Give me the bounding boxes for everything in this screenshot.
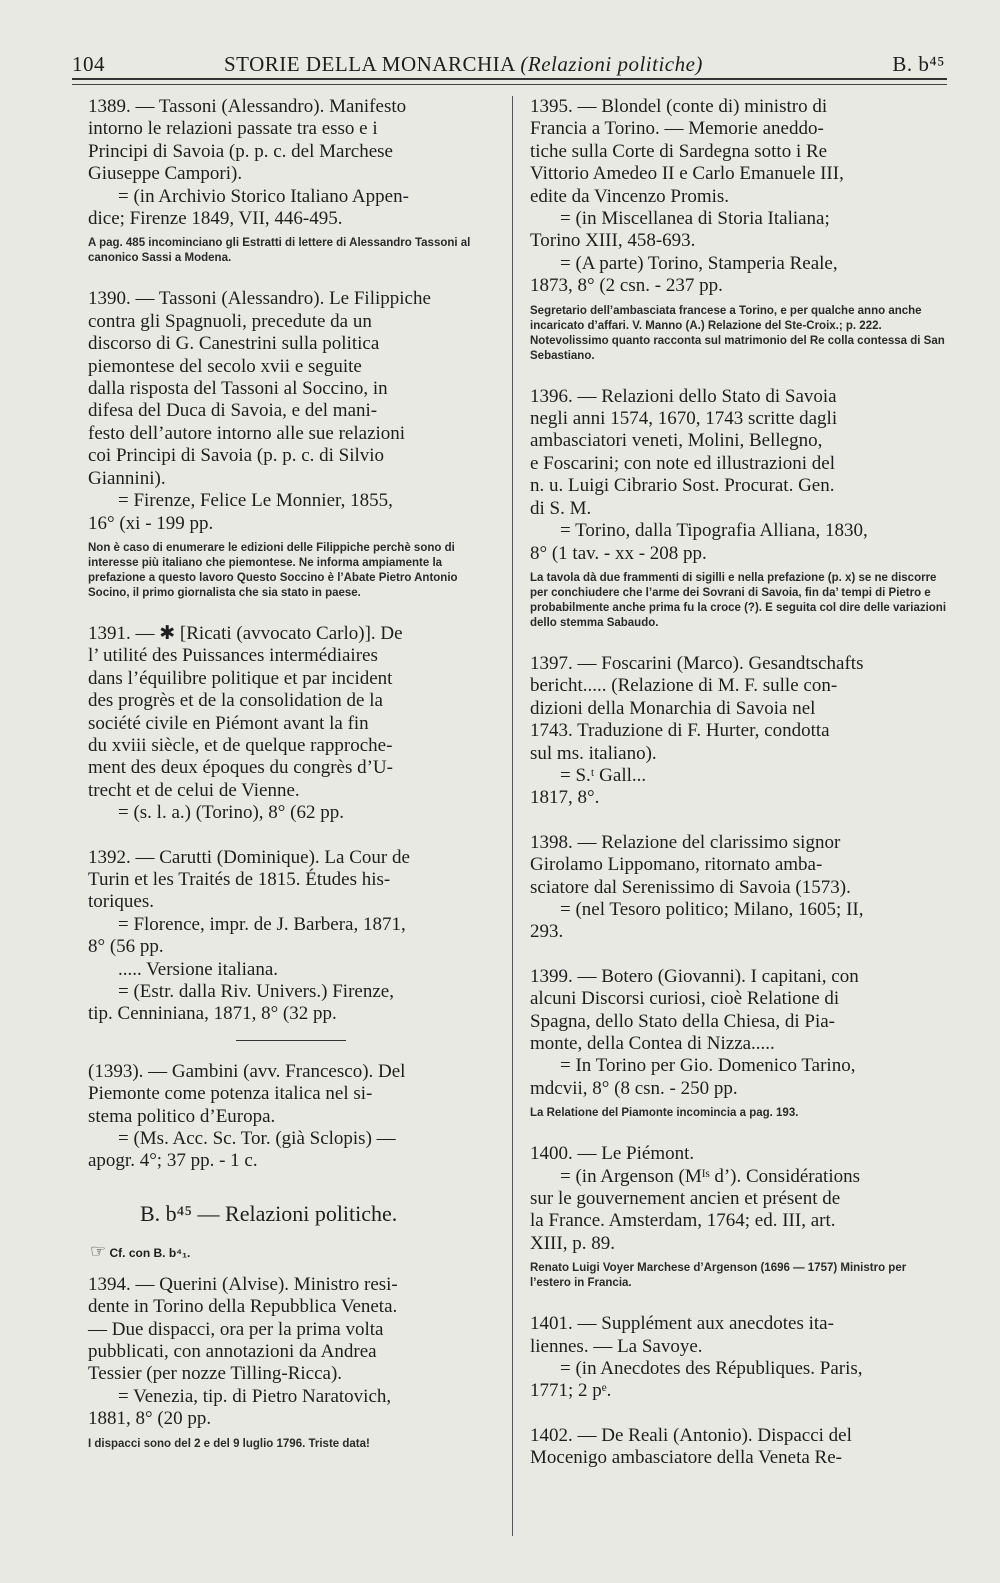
entry-line: stema politico d’Europa.	[88, 1105, 276, 1127]
entry-line: 8° (56 pp.	[88, 936, 164, 958]
running-title-sub: (Relazioni politiche)	[520, 52, 703, 76]
entry-line: mdcvii, 8° (8 csn. - 250 pp.	[530, 1077, 738, 1099]
entry-line: dans l’équilibre politique et par incident	[88, 667, 393, 689]
entry-line: 1771; 2 pᵉ.	[530, 1380, 612, 1402]
entry-line: des progrès et de la consolidation de la	[88, 690, 383, 712]
entry-1400	[530, 1143, 948, 1291]
entry-line: ment des deux époques du congrès d’U-	[88, 757, 393, 779]
entry-line: ambasciatori veneti, Molini, Bellegno,	[530, 430, 823, 452]
entry-line: = (in Anecdotes des Républiques. Paris,	[560, 1358, 863, 1380]
entry-line: n. u. Luigi Cibrario Sost. Procurat. Gen.	[530, 475, 835, 497]
header-rule-thin	[72, 84, 947, 85]
entry-line: = (s. l. a.) (Torino), 8° (62 pp.	[118, 802, 344, 824]
entry-line: ..... Versione italiana.	[118, 958, 279, 980]
entry-line: Vittorio Amedeo II e Carlo Emanuele III,	[530, 163, 844, 185]
entry-line: tiche sulla Corte di Sardegna sotto i Re	[530, 140, 828, 162]
entry-line: 1398. — Relazione del clarissimo signor	[530, 831, 841, 853]
entry-line: 1390. — Tassoni (Alessandro). Le Filippiche	[88, 288, 431, 310]
entry-line: 1881, 8° (20 pp.	[88, 1408, 212, 1430]
entry-1393	[88, 1061, 493, 1173]
entry-line: Torino XIII, 458-693.	[530, 230, 696, 252]
entry-1395	[530, 96, 948, 364]
entry-line: = Torino, dalla Tipografia Alliana, 1830,	[560, 520, 868, 542]
entry-line: l’ utilité des Puissances intermédiaires	[88, 645, 378, 667]
entry-line: 1402. — De Reali (Antonio). Dispacci del	[530, 1424, 852, 1446]
entry-line: 8° (1 tav. - xx - 208 pp.	[530, 542, 707, 564]
entry-line: = (in Argenson (Mᴵˢ d’). Considérations	[560, 1165, 861, 1187]
entry-line: sul ms. italiano).	[530, 742, 657, 764]
entry-line: 1392. — Carutti (Dominique). La Cour de	[88, 846, 410, 868]
entry-note: I dispacci sono del 2 e del 9 luglio 1796. Triste data!	[88, 1437, 370, 1450]
entry-line: tip. Cenniniana, 1871, 8° (32 pp.	[88, 1003, 337, 1025]
entry-line: Girolamo Lippomano, ritornato amba-	[530, 854, 823, 876]
entry-line: sur le gouvernement ancien et présent de	[530, 1188, 841, 1210]
entry-line: = Florence, impr. de J. Barbera, 1871,	[118, 913, 406, 935]
column-divider	[512, 96, 513, 1536]
entry-line: alcuni Discorsi curiosi, cioè Relatione di	[530, 988, 840, 1010]
entry-line: apogr. 4°; 37 pp. - 1 c.	[88, 1150, 258, 1172]
entry-line: festo dell’autore intorno alle sue relazioni	[88, 422, 406, 444]
entry-line: — Due dispacci, ora per la prima volta	[88, 1318, 384, 1340]
entry-line: 1397. — Foscarini (Marco). Gesandtschafts	[530, 652, 864, 674]
entry-line: dice; Firenze 1849, VII, 446-495.	[88, 208, 343, 230]
entry-line: = (in Archivio Storico Italiano Appen-	[118, 185, 409, 207]
entry-1390	[88, 288, 493, 600]
entry-line: Mocenigo ambasciatore della Veneta Re-	[530, 1447, 842, 1469]
entry-line: e Foscarini; con note ed illustrazioni del	[530, 452, 835, 474]
entry-line: 1873, 8° (2 csn. - 237 pp.	[530, 275, 723, 297]
entry-line: discorso di G. Canestrini sulla politica	[88, 333, 380, 355]
entry-1392	[88, 847, 493, 1026]
entry-1401	[530, 1313, 948, 1403]
entry-1389	[88, 96, 493, 266]
entry-line: dizioni della Monarchia di Savoia nel	[530, 697, 816, 719]
entry-line: = Venezia, tip. di Pietro Naratovich,	[118, 1385, 392, 1407]
entry-1398	[530, 832, 948, 944]
entry-1397	[530, 653, 948, 810]
entry-line: = (A parte) Torino, Stamperia Reale,	[560, 252, 838, 274]
entry-line: 293.	[530, 921, 564, 943]
entry-line: di S. M.	[530, 497, 592, 519]
entry-1396	[530, 386, 948, 631]
entry-line: Principi di Savoia (p. p. c. del Marchese	[88, 140, 393, 162]
section-heading: B. b⁴⁵ — Relazioni politiche.	[140, 1200, 398, 1226]
entry-1391	[88, 623, 493, 825]
entry-line: 1396. — Relazioni dello Stato di Savoia	[530, 385, 837, 407]
entry-line: = (Ms. Acc. Sc. Tor. (già Sclopis) —	[118, 1128, 396, 1150]
entry-line: 1389. — Tassoni (Alessandro). Manifesto	[88, 96, 407, 117]
entry-line: Francia a Torino. — Memorie aneddo-	[530, 118, 824, 140]
entry-note: La Relatione del Piamonte incomincia a pag. 193.	[530, 1107, 799, 1120]
entry-line: (1393). — Gambini (avv. Francesco). Del	[88, 1060, 406, 1082]
entry-line: contra gli Spagnuoli, precedute da un	[88, 310, 372, 332]
right-column	[530, 96, 948, 1470]
entry-line: 1394. — Querini (Alvise). Ministro resi-	[88, 1273, 398, 1295]
entry-note: Renato Luigi Voyer Marchese d’Argenson (1696 — 1757) Ministro per l’estero in Francia.	[530, 1262, 907, 1290]
entry-line: 1817, 8°.	[530, 787, 600, 809]
page-number: 104	[72, 52, 105, 76]
entry-line: la France. Amsterdam, 1764; ed. III, art.	[530, 1210, 836, 1232]
entry-line: edite da Vincenzo Promis.	[530, 185, 730, 207]
entry-note: A pag. 485 incominciano gli Estratti di lettere di Alessandro Tassoni al canonico Sassi a Modena.	[88, 237, 471, 265]
entry-line: bericht..... (Relazione di M. F. sulle con-	[530, 675, 838, 697]
entry-line: sciatore dal Serenissimo di Savoia (1573).	[530, 876, 851, 898]
entry-line: toriques.	[88, 891, 154, 913]
section-code: B. b⁴⁵	[892, 52, 945, 76]
entry-line: negli anni 1574, 1670, 1743 scritte dagli	[530, 408, 838, 430]
entry-line: du xviii siècle, et de quelque rapproche-	[88, 734, 393, 756]
entry-note: Segretario dell’ambasciata francese a Torino, e per qualche anno anche incaricato d’affari. V. Manno (A.) Relazione del Ste-Croix.; p. 222. Notevolissimo quanto racconta sul matrimonio del Re colla contessa di San Sebastiano.	[530, 304, 945, 362]
entry-line: 1399. — Botero (Giovanni). I capitani, con	[530, 965, 859, 987]
entry-line: coi Principi di Savoia (p. p. c. di Silvio	[88, 445, 385, 467]
entry-line: 1401. — Supplément aux anecdotes ita-	[530, 1313, 834, 1335]
entry-line: pubblicati, con annotazioni da Andrea	[88, 1341, 377, 1363]
cross-reference-text: Cf. con B. b⁴₁.	[109, 1245, 191, 1260]
separator-rule	[236, 1040, 346, 1041]
entry-note: Non è caso di enumerare le edizioni delle Filippiche perchè sono di interesse più italiano che piemontese. Ne informa ampiamente la prefazione a questo lavoro Questo Soccino è l’Abate Pietro Antonio Socino, il primo giornalista che sia stato in paese.	[88, 541, 458, 599]
entry-line: 1400. — Le Piémont.	[530, 1143, 695, 1165]
entry-line: Giuseppe Campori).	[88, 163, 243, 185]
entry-line: XIII, p. 89.	[530, 1232, 615, 1254]
entry-line: 16° (xi - 199 pp.	[88, 512, 214, 534]
entry-line: = (in Miscellanea di Storia Italiana;	[560, 208, 830, 230]
entry-line: difesa del Duca di Savoia, e del mani-	[88, 400, 378, 422]
running-title-main: STORIE DELLA MONARCHIA	[224, 52, 515, 76]
cross-reference	[90, 1241, 493, 1262]
header-rule-thick	[72, 78, 947, 80]
entry-line: trecht et de celui de Vienne.	[88, 779, 300, 801]
running-title	[224, 52, 874, 77]
entry-line: liennes. — La Savoye.	[530, 1335, 703, 1357]
entry-line: piemontese del secolo xvii e seguite	[88, 355, 362, 377]
entry-line: 1395. — Blondel (conte di) ministro di	[530, 96, 828, 117]
entry-note: La tavola dà due frammenti di sigilli e nella prefazione (p. x) se ne discorre per conchiudere che l’arme dei Sovrani di Savoia, fin da’ tempi di Pietro e probabilmente anche prima fu la croce (?). E seguita col dire delle variazioni dello stemma Sabaudo.	[530, 571, 947, 629]
entry-line: monte, della Contea di Nizza.....	[530, 1033, 775, 1054]
entry-line: Tessier (per nozze Tilling-Ricca).	[88, 1363, 343, 1385]
entry-1399	[530, 966, 948, 1121]
entry-line: dalla risposta del Tassoni al Soccino, in	[88, 378, 388, 400]
entry-line: Piemonte come potenza italica nel si-	[88, 1083, 373, 1105]
entry-line: = (Estr. dalla Riv. Univers.) Firenze,	[118, 981, 394, 1002]
entry-line: = (nel Tesoro politico; Milano, 1605; II,	[560, 898, 864, 920]
pointing-hand-icon: ☞	[90, 1240, 107, 1261]
entry-line: = Firenze, Felice Le Monnier, 1855,	[118, 490, 393, 512]
entry-line: 1391. — ✱ [Ricati (avvocato Carlo)]. De	[88, 622, 403, 644]
left-column	[88, 96, 493, 1452]
entry-line: = In Torino per Gio. Domenico Tarino,	[560, 1055, 856, 1077]
entry-1394	[88, 1274, 493, 1452]
running-header	[72, 44, 947, 80]
entry-line: dente in Torino della Repubblica Veneta.	[88, 1296, 398, 1318]
entry-line: société civile en Piémont avant la fin	[88, 712, 369, 734]
entry-line: Turin et les Traités de 1815. Études his-	[88, 868, 391, 890]
entry-line: intorno le relazioni passate tra esso e i	[88, 118, 378, 140]
entry-line: = S.ᵗ Gall...	[560, 764, 647, 786]
entry-line: Spagna, dello Stato della Chiesa, di Pia-	[530, 1010, 836, 1032]
entry-line: 1743. Traduzione di F. Hurter, condotta	[530, 720, 830, 742]
entry-1402	[530, 1425, 948, 1470]
entry-line: Giannini).	[88, 467, 166, 489]
